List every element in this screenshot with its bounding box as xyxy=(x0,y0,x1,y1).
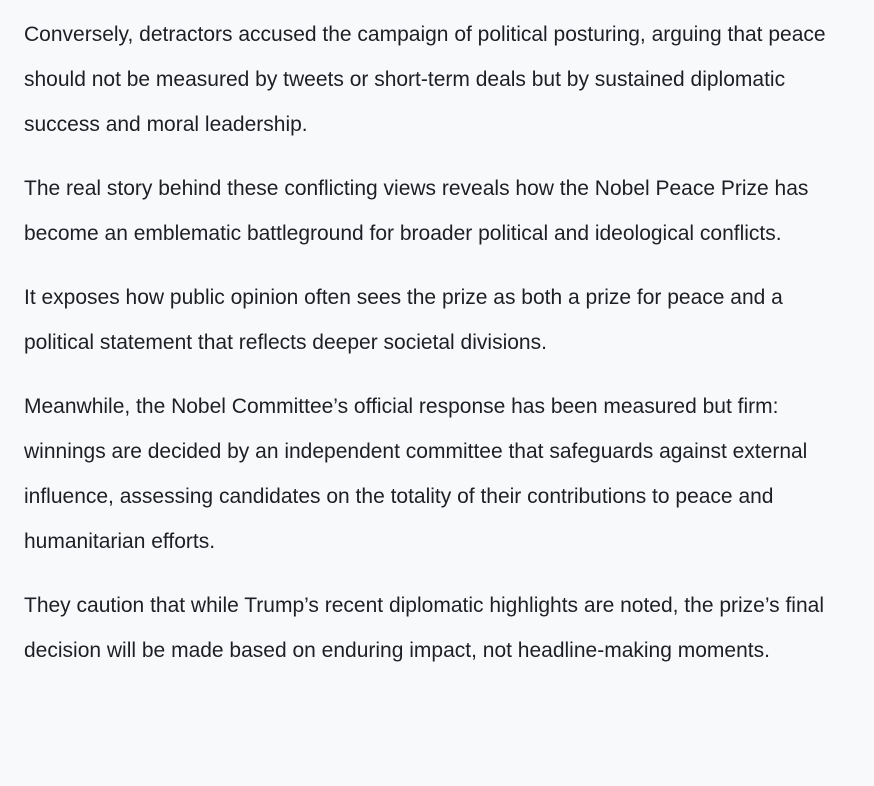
paragraph-committee-response: Meanwhile, the Nobel Committee’s official response has been measured but firm: winnings are decided by an independent committee that safeguards against external influence, assessing candidates on the totality of their contributions to peace and humanitarian efforts. xyxy=(24,395,808,553)
paragraph-real-story: The real story behind these conflicting views reveals how the Nobel Peace Prize has become an emblematic battleground for broader political and ideological conflicts. xyxy=(24,177,809,245)
paragraph-caution: They caution that while Trump’s recent diplomatic highlights are noted, the prize’s final decision will be made based on enduring impact, not headline-making moments. xyxy=(24,594,824,662)
paragraph-detractors: Conversely, detractors accused the campaign of political posturing, arguing that peace should not be measured by tweets or short-term deals but by sustained diplomatic success and moral leadership. xyxy=(24,23,826,136)
paragraph-public-opinion: It exposes how public opinion often sees the prize as both a prize for peace and a political statement that reflects deeper societal divisions. xyxy=(24,286,783,354)
